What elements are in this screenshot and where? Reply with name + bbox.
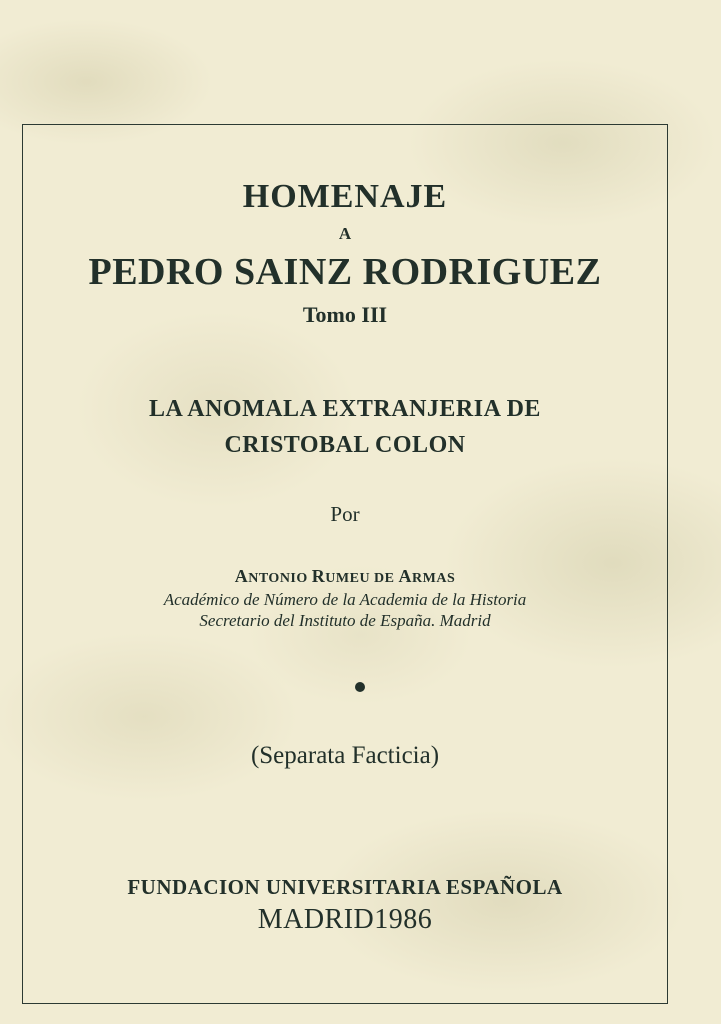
author-name-part: NTONIO: [248, 571, 312, 586]
series-connector: A: [338, 224, 352, 243]
author-initial: R: [311, 566, 326, 586]
publisher-name: FUNDACION UNIVERSITARIA ESPAÑOLA: [127, 875, 563, 899]
author-initial: A: [398, 566, 413, 586]
by-label: Por: [330, 502, 360, 526]
author-name-part: UMEU DE: [325, 571, 399, 586]
series-title: HOMENAJE: [242, 178, 448, 215]
author-affiliation-2: Secretario del Instituto de España. Madrid: [199, 611, 491, 630]
author-name: [22, 566, 668, 587]
honoree-name: PEDRO SAINZ RODRIGUEZ: [88, 251, 602, 293]
article-title-line-2: CRISTOBAL COLON: [224, 432, 466, 458]
bullet-ornament: [355, 682, 365, 692]
article-title-line-1: LA ANOMALA EXTRANJERIA DE: [149, 396, 541, 422]
offprint-note: (Separata Facticia): [250, 742, 440, 769]
volume-number: Tomo III: [302, 302, 388, 327]
place-and-year: MADRID1986: [257, 904, 433, 935]
author-initial: A: [234, 566, 249, 586]
author-affiliation-1: Académico de Número de la Academia de la Historia: [163, 590, 527, 609]
author-name-part: RMAS: [412, 571, 456, 586]
